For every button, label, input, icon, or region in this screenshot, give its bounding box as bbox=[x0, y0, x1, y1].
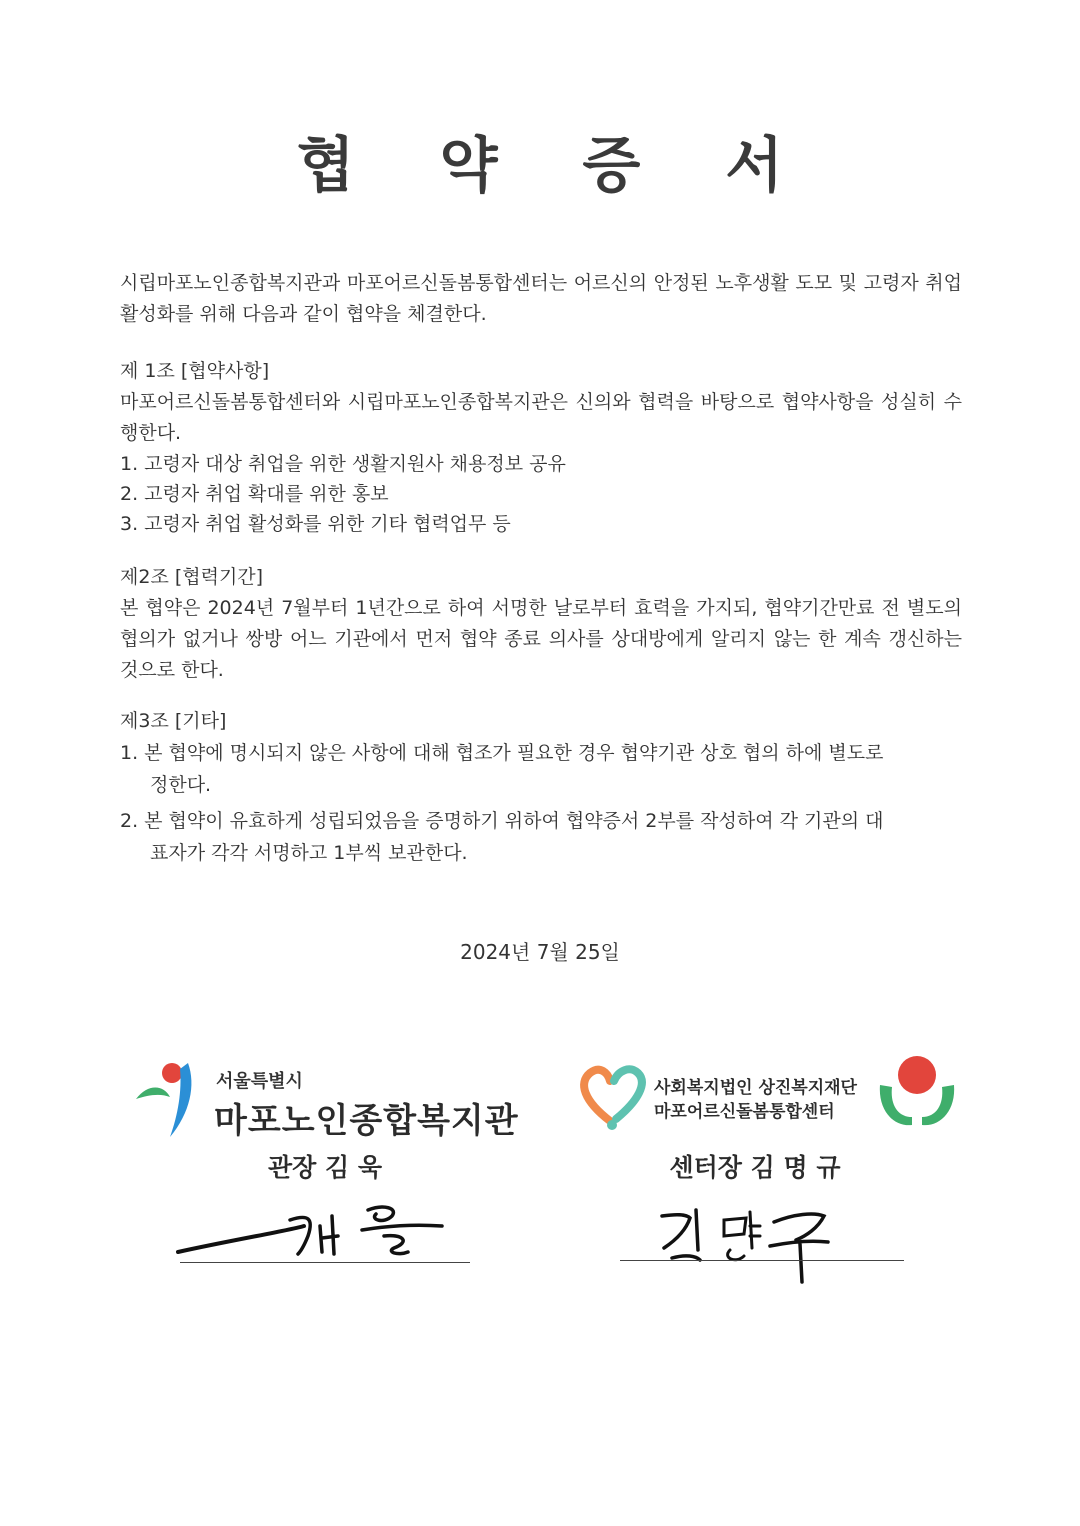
article-1-item: 1. 고령자 대상 취업을 위한 생활지원사 채용정보 공유 bbox=[120, 453, 566, 475]
article-2-heading: 제2조 [협력기간] bbox=[120, 566, 264, 588]
right-signature-line bbox=[620, 1260, 904, 1261]
intro-paragraph: 시립마포노인종합복지관과 마포어르신돌봄통합센터는 어르신의 안정된 노후생활 도모 및 고령자 취업 활성화를 위해 다음과 같이 협약을 체결한다. bbox=[120, 272, 962, 325]
heart-hands-logo-icon bbox=[574, 1061, 650, 1133]
left-org-block bbox=[130, 1055, 530, 1145]
article-2 bbox=[120, 562, 962, 686]
article-1-body: 마포어르신돌봄통합센터와 시립마포노인종합복지관은 신의와 협력을 바탕으로 협약사항을 성실히 수행한다. bbox=[120, 391, 962, 444]
article-3-heading: 제3조 [기타] bbox=[120, 710, 227, 732]
sun-hands-emblem-icon bbox=[872, 1055, 962, 1135]
left-org-city: 서울특별시 bbox=[216, 1071, 303, 1092]
left-org-name: 마포노인종합복지관 bbox=[214, 1101, 519, 1141]
article-3 bbox=[120, 706, 900, 869]
right-org-foundation: 사회복지법인 상진복지재단 bbox=[654, 1078, 857, 1098]
intro-section bbox=[120, 268, 962, 330]
right-handwritten-signature-icon bbox=[650, 1200, 840, 1290]
article-2-body: 본 협약은 2024년 7월부터 1년간으로 하여 서명한 날로부터 효력을 가지되, 협약기간만료 전 별도의 협의가 없거나 쌍방 어느 기관에서 먼저 협약 종료 의사를 상대방에게 알리지 않는 한 계속 갱신하는 것으로 한다. bbox=[120, 597, 962, 681]
document-title: 협 약 증 서 bbox=[296, 131, 816, 201]
left-signer-name: 관장 김 욱 bbox=[267, 1153, 382, 1182]
left-handwritten-signature-icon bbox=[172, 1196, 472, 1266]
article-1 bbox=[120, 356, 962, 539]
article-1-heading: 제 1조 [협약사항] bbox=[120, 360, 270, 382]
agreement-date: 2024년 7월 25일 bbox=[460, 940, 620, 964]
article-3-item: 1. 본 협약에 명시되지 않은 사항에 대해 협조가 필요한 경우 협약기관 상호 협의 하에 별도로 정한다. bbox=[120, 742, 884, 796]
article-3-item: 2. 본 협약이 유효하게 성립되었음을 증명하기 위하여 협약증서 2부를 작성하여 각 기관의 대표자가 각각 서명하고 1부씩 보관한다. bbox=[120, 810, 884, 864]
article-1-item: 3. 고령자 취업 활성화를 위한 기타 협력업무 등 bbox=[120, 513, 511, 535]
right-signer-name: 센터장 김 명 규 bbox=[669, 1153, 841, 1182]
left-signature-line bbox=[180, 1262, 470, 1263]
right-org-name: 마포어르신돌봄통합센터 bbox=[654, 1102, 835, 1122]
article-1-item: 2. 고령자 취업 확대를 위한 홍보 bbox=[120, 483, 389, 505]
right-org-block bbox=[572, 1055, 962, 1145]
mapo-senior-welfare-logo-icon bbox=[130, 1055, 212, 1145]
